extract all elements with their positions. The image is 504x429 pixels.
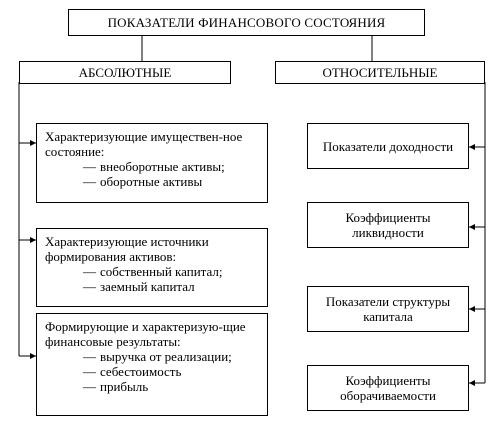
right-box-liquidity: Коэффициенты ликвидности <box>307 202 469 248</box>
title-box <box>68 9 425 36</box>
list-item: — внеоборотные активы; <box>83 159 225 174</box>
right-box-profitability: Показатели доходности <box>307 123 469 169</box>
list-item: — себестоимость <box>83 364 182 379</box>
left-header-label: АБСОЛЮТНЫЕ <box>78 65 172 80</box>
list-item: — собственный капитал; <box>83 264 223 279</box>
left-box-property <box>36 123 268 203</box>
right-header-label: ОТНОСИТЕЛЬНЫЕ <box>322 65 438 80</box>
right-header-box <box>275 61 485 84</box>
left-box-sources <box>36 228 268 307</box>
right-box-turnover: Коэффициенты оборачиваемости <box>307 365 469 411</box>
left-box-heading: Характеризующие имуществен-ное состояние: <box>45 129 243 159</box>
left-box-heading: Характеризующие источники формирования активов: <box>45 234 209 264</box>
left-header-box <box>19 61 231 84</box>
list-item: — заемный капитал <box>83 279 195 294</box>
left-box-results <box>36 313 268 416</box>
left-box-heading: Формирующие и характеризую-щие финансовые результаты: <box>45 319 246 349</box>
list-item: — прибыль <box>83 379 149 394</box>
list-item: — оборотные активы <box>83 174 203 189</box>
list-item: — выручка от реализации; <box>83 349 232 364</box>
diagram-title: ПОКАЗАТЕЛИ ФИНАНСОВОГО СОСТОЯНИЯ <box>107 15 386 30</box>
right-box-capital-structure: Показатели структуры капитала <box>307 286 469 332</box>
